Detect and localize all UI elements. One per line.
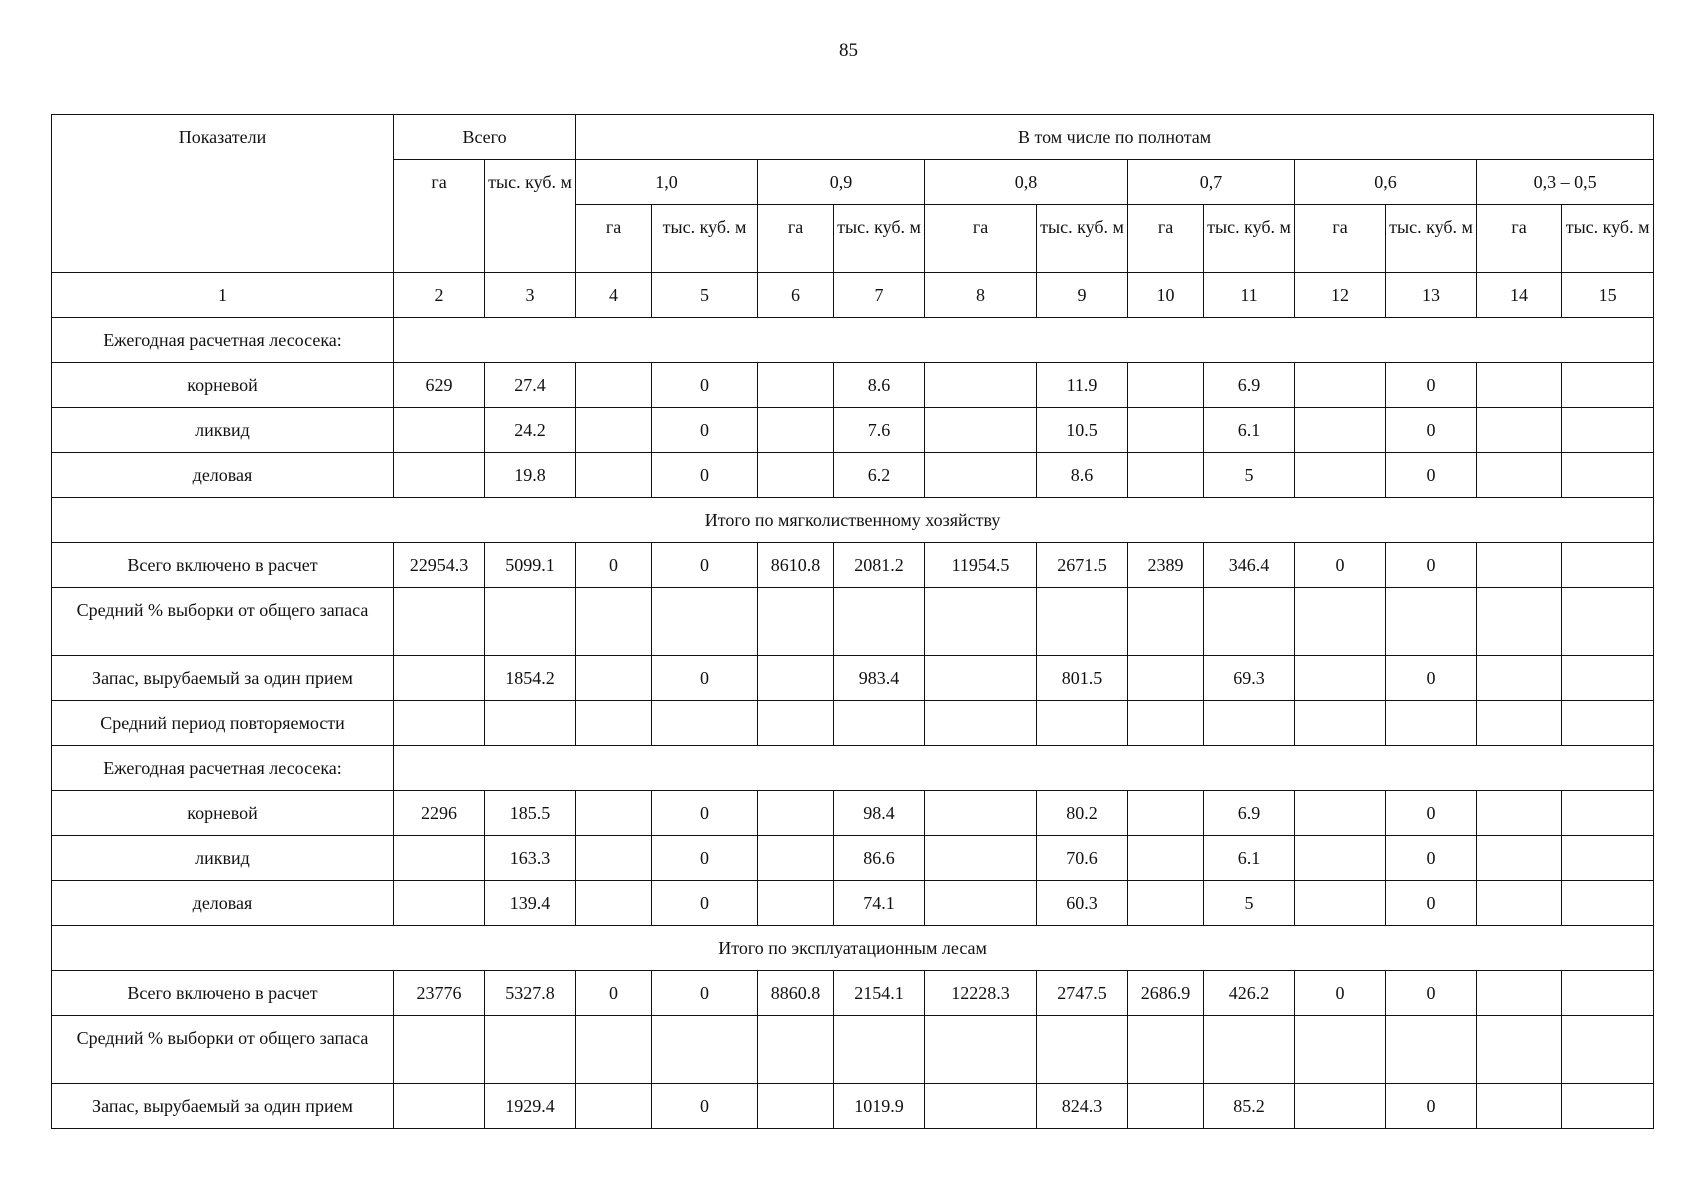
table-cell	[925, 881, 1037, 926]
header-ha: га	[1477, 205, 1562, 273]
table-cell	[1562, 971, 1654, 1016]
table-cell	[394, 1084, 485, 1129]
section-row	[52, 926, 1654, 971]
table-cell	[394, 453, 485, 498]
table-cell: 19.8	[485, 453, 576, 498]
section-title: Итого по эксплуатационным лесам	[52, 926, 1654, 971]
table-cell	[576, 791, 652, 836]
table-cell	[485, 1016, 576, 1084]
header-volume: тыс. куб. м	[1386, 205, 1477, 273]
table-cell: 0	[652, 363, 758, 408]
table-cell: 0	[576, 971, 652, 1016]
row-label: Запас, вырубаемый за один прием	[52, 656, 394, 701]
table-row	[52, 881, 1654, 926]
table-cell: 0	[652, 971, 758, 1016]
empty-span-cell	[394, 746, 1654, 791]
table-cell: 70.6	[1037, 836, 1128, 881]
table-cell	[1386, 1016, 1477, 1084]
table-cell: 6.2	[834, 453, 925, 498]
table-cell	[1562, 836, 1654, 881]
table-cell: 12228.3	[925, 971, 1037, 1016]
table-cell	[1037, 701, 1128, 746]
table-row	[52, 408, 1654, 453]
table-cell: 0	[1295, 971, 1386, 1016]
table-cell: 0	[1386, 656, 1477, 701]
table-cell	[1477, 836, 1562, 881]
header-density-2: 0,9	[758, 160, 925, 205]
table-cell: 0	[652, 543, 758, 588]
table-cell	[1477, 588, 1562, 656]
table-cell: 60.3	[1037, 881, 1128, 926]
table-cell	[576, 1016, 652, 1084]
row-label: Ежегодная расчетная лесосека:	[52, 746, 394, 791]
header-volume: тыс. куб. м	[652, 205, 758, 273]
header-total: Всего	[394, 115, 576, 160]
header-ha: га	[758, 205, 834, 273]
table-cell	[1562, 1016, 1654, 1084]
column-number: 10	[1128, 273, 1204, 318]
column-number: 1	[52, 273, 394, 318]
table-cell	[758, 408, 834, 453]
table-cell	[485, 701, 576, 746]
table-cell: 0	[652, 791, 758, 836]
table-cell: 23776	[394, 971, 485, 1016]
table-cell	[652, 701, 758, 746]
section-title: Итого по мягколиственному хозяйству	[52, 498, 1654, 543]
table-cell	[1477, 791, 1562, 836]
table-cell	[925, 408, 1037, 453]
table-cell	[1477, 363, 1562, 408]
table-cell	[576, 701, 652, 746]
header-volume: тыс. куб. м	[1562, 205, 1654, 273]
header-volume: тыс. куб. м	[834, 205, 925, 273]
row-label: Ежегодная расчетная лесосека:	[52, 318, 394, 363]
table-cell: 7.6	[834, 408, 925, 453]
table-cell	[758, 791, 834, 836]
table-cell	[394, 881, 485, 926]
table-cell	[1128, 701, 1204, 746]
row-label: деловая	[52, 881, 394, 926]
table-cell: 0	[1386, 971, 1477, 1016]
table-cell	[758, 881, 834, 926]
table-row	[52, 971, 1654, 1016]
forest-stock-table	[51, 114, 1654, 1129]
table-cell	[925, 836, 1037, 881]
table-cell	[925, 701, 1037, 746]
table-cell	[1037, 1016, 1128, 1084]
table-cell: 346.4	[1204, 543, 1295, 588]
table-cell: 824.3	[1037, 1084, 1128, 1129]
table-cell	[758, 588, 834, 656]
table-cell: 629	[394, 363, 485, 408]
table-cell	[1128, 836, 1204, 881]
table-cell	[1477, 656, 1562, 701]
column-number: 5	[652, 273, 758, 318]
table-cell: 98.4	[834, 791, 925, 836]
table-cell: 2671.5	[1037, 543, 1128, 588]
table-row	[52, 791, 1654, 836]
table-cell: 6.1	[1204, 408, 1295, 453]
table-cell: 185.5	[485, 791, 576, 836]
table-cell	[758, 701, 834, 746]
header-volume: тыс. куб. м	[1204, 205, 1295, 273]
table-cell	[1562, 701, 1654, 746]
table-cell: 0	[1386, 543, 1477, 588]
table-cell: 74.1	[834, 881, 925, 926]
table-cell	[1477, 971, 1562, 1016]
table-cell: 2747.5	[1037, 971, 1128, 1016]
header-density-5: 0,6	[1295, 160, 1477, 205]
row-label: корневой	[52, 791, 394, 836]
table-cell	[576, 1084, 652, 1129]
table-cell	[1477, 1016, 1562, 1084]
table-cell	[576, 408, 652, 453]
table-cell	[1295, 363, 1386, 408]
header-density-6: 0,3 – 0,5	[1477, 160, 1654, 205]
table-cell	[1562, 588, 1654, 656]
table-cell: 5099.1	[485, 543, 576, 588]
table-cell	[1295, 836, 1386, 881]
header-density-1: 1,0	[576, 160, 758, 205]
table-cell	[1128, 791, 1204, 836]
table-cell	[1562, 656, 1654, 701]
table-cell	[1562, 453, 1654, 498]
row-label: ликвид	[52, 408, 394, 453]
table-cell: 0	[1386, 363, 1477, 408]
table-cell	[758, 363, 834, 408]
table-cell	[1477, 881, 1562, 926]
table-cell: 6.9	[1204, 363, 1295, 408]
column-number: 7	[834, 273, 925, 318]
table-cell	[925, 656, 1037, 701]
table-cell	[1037, 588, 1128, 656]
table-cell: 6.9	[1204, 791, 1295, 836]
table-cell	[758, 656, 834, 701]
table-cell	[758, 836, 834, 881]
table-cell	[1128, 408, 1204, 453]
table-cell	[1295, 881, 1386, 926]
column-number: 14	[1477, 273, 1562, 318]
table-cell: 1854.2	[485, 656, 576, 701]
table-cell	[1386, 701, 1477, 746]
row-label: ликвид	[52, 836, 394, 881]
column-number: 8	[925, 273, 1037, 318]
header-density-3: 0,8	[925, 160, 1128, 205]
table-cell	[925, 588, 1037, 656]
table-cell	[394, 701, 485, 746]
header-indicators: Показатели	[52, 115, 394, 273]
table-cell: 2154.1	[834, 971, 925, 1016]
table-cell: 80.2	[1037, 791, 1128, 836]
header-ha: га	[576, 205, 652, 273]
table-cell: 11.9	[1037, 363, 1128, 408]
table-cell: 11954.5	[925, 543, 1037, 588]
header-ha: га	[925, 205, 1037, 273]
table-cell	[758, 453, 834, 498]
table-row	[52, 1016, 1654, 1084]
table-cell: 86.6	[834, 836, 925, 881]
table-row	[52, 543, 1654, 588]
table-cell: 0	[576, 543, 652, 588]
table-cell: 426.2	[1204, 971, 1295, 1016]
column-number: 2	[394, 273, 485, 318]
column-number: 6	[758, 273, 834, 318]
table-cell	[758, 1016, 834, 1084]
row-label: Средний период повторяемости	[52, 701, 394, 746]
column-number: 3	[485, 273, 576, 318]
table-cell	[1128, 881, 1204, 926]
table-cell: 8.6	[1037, 453, 1128, 498]
table-cell	[834, 1016, 925, 1084]
table-cell: 801.5	[1037, 656, 1128, 701]
table-cell	[1128, 363, 1204, 408]
table-cell: 10.5	[1037, 408, 1128, 453]
table-row	[52, 363, 1654, 408]
table-cell	[1128, 1016, 1204, 1084]
table-cell	[1477, 1084, 1562, 1129]
table-cell	[1295, 1016, 1386, 1084]
table-cell	[1295, 1084, 1386, 1129]
header-total-volume: тыс. куб. м	[485, 160, 576, 273]
table-cell: 0	[652, 1084, 758, 1129]
table-cell: 163.3	[485, 836, 576, 881]
table-cell	[834, 588, 925, 656]
table-cell	[1128, 656, 1204, 701]
table-cell: 0	[1295, 543, 1386, 588]
table-cell: 8.6	[834, 363, 925, 408]
header-density-4: 0,7	[1128, 160, 1295, 205]
table-cell	[1562, 543, 1654, 588]
table-cell: 2296	[394, 791, 485, 836]
table-cell	[1128, 453, 1204, 498]
page-number: 85	[839, 40, 858, 61]
column-number: 9	[1037, 273, 1128, 318]
table-row	[52, 453, 1654, 498]
table-cell: 2686.9	[1128, 971, 1204, 1016]
table-cell: 0	[1386, 453, 1477, 498]
table-cell	[1477, 701, 1562, 746]
row-label: Средний % выборки от общего запаса	[52, 588, 394, 656]
table-cell	[834, 701, 925, 746]
column-number: 4	[576, 273, 652, 318]
column-number: 15	[1562, 273, 1654, 318]
header-by-density: В том числе по полнотам	[576, 115, 1654, 160]
table-cell: 1019.9	[834, 1084, 925, 1129]
row-label: Всего включено в расчет	[52, 971, 394, 1016]
table-cell: 85.2	[1204, 1084, 1295, 1129]
table-row	[52, 588, 1654, 656]
table-cell	[925, 1084, 1037, 1129]
table-cell	[1295, 701, 1386, 746]
table-row	[52, 656, 1654, 701]
table-cell: 0	[652, 881, 758, 926]
table-cell: 22954.3	[394, 543, 485, 588]
table-cell: 8860.8	[758, 971, 834, 1016]
table-row	[52, 701, 1654, 746]
table-cell	[576, 836, 652, 881]
table-cell	[1562, 791, 1654, 836]
table-cell: 24.2	[485, 408, 576, 453]
table-cell	[652, 588, 758, 656]
row-label: корневой	[52, 363, 394, 408]
table-cell	[1295, 408, 1386, 453]
row-label: деловая	[52, 453, 394, 498]
table-row	[52, 1084, 1654, 1129]
table-cell	[1562, 363, 1654, 408]
table-cell	[1204, 588, 1295, 656]
table-cell	[394, 836, 485, 881]
table-cell	[1562, 1084, 1654, 1129]
table-cell: 27.4	[485, 363, 576, 408]
table-row	[52, 318, 1654, 363]
table-cell	[1295, 588, 1386, 656]
header-ha: га	[1295, 205, 1386, 273]
table-cell	[1128, 1084, 1204, 1129]
row-label: Запас, вырубаемый за один прием	[52, 1084, 394, 1129]
table-cell: 8610.8	[758, 543, 834, 588]
table-cell: 69.3	[1204, 656, 1295, 701]
table-body	[52, 318, 1654, 1129]
table-cell: 5327.8	[485, 971, 576, 1016]
table-cell: 0	[652, 453, 758, 498]
table-cell: 0	[1386, 836, 1477, 881]
column-number: 11	[1204, 273, 1295, 318]
table-cell	[925, 363, 1037, 408]
table-cell	[1295, 656, 1386, 701]
table-cell	[394, 408, 485, 453]
table-cell	[394, 656, 485, 701]
row-label: Средний % выборки от общего запаса	[52, 1016, 394, 1084]
table-cell	[1562, 881, 1654, 926]
table-cell: 6.1	[1204, 836, 1295, 881]
row-label: Всего включено в расчет	[52, 543, 394, 588]
table-cell: 5	[1204, 453, 1295, 498]
header-ha: га	[1128, 205, 1204, 273]
column-number: 13	[1386, 273, 1477, 318]
empty-span-cell	[394, 318, 1654, 363]
table-cell	[485, 588, 576, 656]
table-cell	[1477, 453, 1562, 498]
table-cell: 0	[1386, 881, 1477, 926]
table-cell	[1295, 791, 1386, 836]
table-cell: 0	[1386, 791, 1477, 836]
table-cell: 5	[1204, 881, 1295, 926]
table-cell: 0	[1386, 1084, 1477, 1129]
table-cell: 1929.4	[485, 1084, 576, 1129]
table-cell	[576, 363, 652, 408]
table-cell	[576, 588, 652, 656]
table-cell	[576, 881, 652, 926]
table-cell: 2081.2	[834, 543, 925, 588]
table-cell	[394, 1016, 485, 1084]
table-cell	[1386, 588, 1477, 656]
header-volume: тыс. куб. м	[1037, 205, 1128, 273]
table-cell	[576, 656, 652, 701]
table-cell: 0	[652, 408, 758, 453]
table-cell: 983.4	[834, 656, 925, 701]
column-number-row	[52, 273, 1654, 318]
table-cell	[925, 453, 1037, 498]
table-cell	[925, 1016, 1037, 1084]
table-cell	[576, 453, 652, 498]
table-cell	[925, 791, 1037, 836]
table-row	[52, 746, 1654, 791]
table-cell: 0	[1386, 408, 1477, 453]
table-row	[52, 836, 1654, 881]
table-cell	[394, 588, 485, 656]
table-cell: 139.4	[485, 881, 576, 926]
table-cell: 2389	[1128, 543, 1204, 588]
table-cell	[1477, 408, 1562, 453]
table-cell	[1204, 1016, 1295, 1084]
table-cell: 0	[652, 836, 758, 881]
table-cell	[1477, 543, 1562, 588]
table-cell	[1204, 701, 1295, 746]
header-total-ha: га	[394, 160, 485, 273]
table-cell	[1295, 453, 1386, 498]
table-cell	[758, 1084, 834, 1129]
section-row	[52, 498, 1654, 543]
table-cell	[1562, 408, 1654, 453]
table-cell	[652, 1016, 758, 1084]
table-cell	[1128, 588, 1204, 656]
table-cell: 0	[652, 656, 758, 701]
column-number: 12	[1295, 273, 1386, 318]
